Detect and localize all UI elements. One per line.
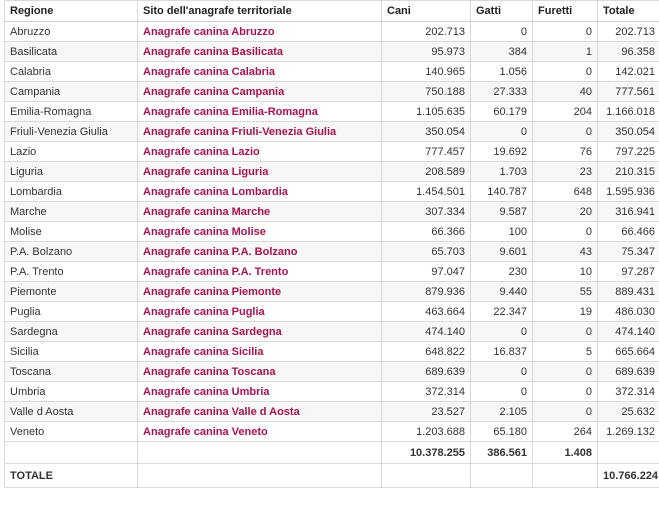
cell-cani: 66.366: [382, 222, 471, 242]
cell-sito: [138, 362, 382, 382]
cell-regione: P.A. Trento: [5, 262, 138, 282]
table-row: [5, 302, 659, 322]
cell-regione: Emilia-Romagna: [5, 102, 138, 122]
table-row: [5, 42, 659, 62]
subtotal-empty-regione: [5, 442, 138, 464]
total-value: 10.766.224: [598, 464, 659, 487]
cell-regione: Puglia: [5, 302, 138, 322]
table-row: [5, 62, 659, 82]
cell-regione: Abruzzo: [5, 22, 138, 42]
cell-sito: [138, 122, 382, 142]
cell-furetti: 0: [533, 402, 598, 422]
cell-furetti: 23: [533, 162, 598, 182]
cell-totale: 1.166.018: [598, 102, 659, 122]
table-row: [5, 122, 659, 142]
cell-cani: 65.703: [382, 242, 471, 262]
header-gatti: Gatti: [471, 1, 533, 22]
cell-cani: 777.457: [382, 142, 471, 162]
cell-sito: [138, 142, 382, 162]
cell-cani: 23.527: [382, 402, 471, 422]
registry-link[interactable]: Anagrafe canina P.A. Bolzano: [143, 245, 298, 258]
cell-furetti: 204: [533, 102, 598, 122]
registry-link[interactable]: Anagrafe canina Umbria: [143, 385, 270, 398]
cell-cani: 879.936: [382, 282, 471, 302]
cell-gatti: 9.440: [471, 282, 533, 302]
table-row: [5, 162, 659, 182]
cell-gatti: 100: [471, 222, 533, 242]
cell-gatti: 0: [471, 362, 533, 382]
table-row: [5, 202, 659, 222]
cell-regione: Umbria: [5, 382, 138, 402]
cell-regione: Lazio: [5, 142, 138, 162]
cell-totale: 210.315: [598, 162, 659, 182]
cell-gatti: 9.587: [471, 202, 533, 222]
cell-regione: Basilicata: [5, 42, 138, 62]
total-empty-gatti: [471, 464, 533, 487]
registry-table-container: [4, 0, 659, 488]
cell-regione: Friuli-Venezia Giulia: [5, 122, 138, 142]
subtotal-row: [5, 442, 659, 464]
cell-gatti: 0: [471, 122, 533, 142]
cell-gatti: 65.180: [471, 422, 533, 442]
cell-gatti: 0: [471, 22, 533, 42]
total-row: [5, 464, 659, 487]
table-row: [5, 22, 659, 42]
cell-sito: [138, 22, 382, 42]
cell-furetti: 5: [533, 342, 598, 362]
table-row: [5, 142, 659, 162]
cell-regione: Liguria: [5, 162, 138, 182]
cell-totale: 202.713: [598, 22, 659, 42]
registry-link[interactable]: Anagrafe canina Veneto: [143, 425, 268, 438]
cell-cani: 208.589: [382, 162, 471, 182]
cell-cani: 689.639: [382, 362, 471, 382]
table-row: [5, 382, 659, 402]
cell-regione: Marche: [5, 202, 138, 222]
cell-cani: 474.140: [382, 322, 471, 342]
cell-totale: 797.225: [598, 142, 659, 162]
registry-link[interactable]: Anagrafe canina Lazio: [143, 145, 260, 158]
table-row: [5, 82, 659, 102]
registry-link[interactable]: Anagrafe canina Abruzzo: [143, 25, 275, 38]
registry-link[interactable]: Anagrafe canina Friuli-Venezia Giulia: [143, 125, 337, 138]
cell-cani: 140.965: [382, 62, 471, 82]
cell-gatti: 230: [471, 262, 533, 282]
cell-regione: Sardegna: [5, 322, 138, 342]
cell-sito: [138, 382, 382, 402]
subtotal-empty-totale: [598, 442, 659, 464]
cell-cani: 1.454.501: [382, 182, 471, 202]
cell-sito: [138, 62, 382, 82]
cell-totale: 75.347: [598, 242, 659, 262]
registry-link[interactable]: Anagrafe canina P.A. Trento: [143, 265, 289, 278]
cell-furetti: 19: [533, 302, 598, 322]
cell-cani: 350.054: [382, 122, 471, 142]
cell-furetti: 55: [533, 282, 598, 302]
registry-link[interactable]: Anagrafe canina Puglia: [143, 305, 265, 318]
table-row: [5, 422, 659, 442]
table-row: [5, 222, 659, 242]
cell-furetti: 0: [533, 122, 598, 142]
cell-sito: [138, 342, 382, 362]
cell-furetti: 76: [533, 142, 598, 162]
registry-link[interactable]: Anagrafe canina Molise: [143, 225, 266, 238]
cell-regione: Molise: [5, 222, 138, 242]
cell-furetti: 0: [533, 222, 598, 242]
subtotal-empty-sito: [138, 442, 382, 464]
cell-cani: 307.334: [382, 202, 471, 222]
cell-furetti: 1: [533, 42, 598, 62]
cell-sito: [138, 102, 382, 122]
cell-gatti: 16.837: [471, 342, 533, 362]
cell-totale: 777.561: [598, 82, 659, 102]
cell-totale: 372.314: [598, 382, 659, 402]
cell-gatti: 140.787: [471, 182, 533, 202]
table-body: [5, 22, 659, 442]
cell-totale: 97.287: [598, 262, 659, 282]
subtotal-furetti: 1.408: [533, 442, 598, 464]
table-row: [5, 342, 659, 362]
cell-cani: 95.973: [382, 42, 471, 62]
registry-link[interactable]: Anagrafe canina Sicilia: [143, 345, 264, 358]
cell-gatti: 1.703: [471, 162, 533, 182]
subtotal-gatti: 386.561: [471, 442, 533, 464]
header-sito: Sito dell'anagrafe territoriale: [138, 1, 382, 22]
cell-gatti: 1.056: [471, 62, 533, 82]
cell-regione: Toscana: [5, 362, 138, 382]
table-row: [5, 402, 659, 422]
cell-sito: [138, 402, 382, 422]
cell-gatti: 384: [471, 42, 533, 62]
cell-regione: Valle d Aosta: [5, 402, 138, 422]
cell-cani: 463.664: [382, 302, 471, 322]
cell-gatti: 9.601: [471, 242, 533, 262]
registry-link[interactable]: Anagrafe canina Emilia-Romagna: [143, 105, 318, 118]
registry-link[interactable]: Anagrafe canina Piemonte: [143, 285, 282, 298]
cell-furetti: 0: [533, 62, 598, 82]
subtotal-cani: 10.378.255: [382, 442, 471, 464]
cell-furetti: 0: [533, 362, 598, 382]
cell-furetti: 648: [533, 182, 598, 202]
cell-regione: Piemonte: [5, 282, 138, 302]
cell-totale: 486.030: [598, 302, 659, 322]
cell-gatti: 19.692: [471, 142, 533, 162]
cell-totale: 25.632: [598, 402, 659, 422]
header-cani: Cani: [382, 1, 471, 22]
total-empty-sito: [138, 464, 382, 487]
table-row: [5, 242, 659, 262]
pet-registry-table: [4, 0, 659, 488]
cell-totale: 142.021: [598, 62, 659, 82]
registry-link[interactable]: Anagrafe canina Basilicata: [143, 45, 284, 58]
cell-regione: Sicilia: [5, 342, 138, 362]
cell-totale: 350.054: [598, 122, 659, 142]
registry-link[interactable]: Anagrafe canina Sardegna: [143, 325, 282, 338]
header-regione: Regione: [5, 1, 138, 22]
cell-regione: P.A. Bolzano: [5, 242, 138, 262]
cell-gatti: 0: [471, 322, 533, 342]
header-totale: Totale: [598, 1, 659, 22]
table-row: [5, 102, 659, 122]
registry-link[interactable]: Anagrafe canina Valle d Aosta: [143, 405, 300, 418]
cell-totale: 66.466: [598, 222, 659, 242]
cell-furetti: 40: [533, 82, 598, 102]
table-row: [5, 322, 659, 342]
header-row: [5, 1, 659, 22]
cell-furetti: 43: [533, 242, 598, 262]
cell-sito: [138, 302, 382, 322]
cell-cani: 648.822: [382, 342, 471, 362]
registry-link[interactable]: Anagrafe canina Toscana: [143, 365, 276, 378]
cell-sito: [138, 82, 382, 102]
cell-gatti: 27.333: [471, 82, 533, 102]
cell-totale: 1.269.132: [598, 422, 659, 442]
cell-regione: Veneto: [5, 422, 138, 442]
cell-cani: 1.105.635: [382, 102, 471, 122]
cell-regione: Lombardia: [5, 182, 138, 202]
cell-sito: [138, 202, 382, 222]
cell-sito: [138, 322, 382, 342]
cell-regione: Calabria: [5, 62, 138, 82]
cell-cani: 750.188: [382, 82, 471, 102]
cell-sito: [138, 162, 382, 182]
cell-cani: 1.203.688: [382, 422, 471, 442]
table-row: [5, 282, 659, 302]
cell-gatti: 60.179: [471, 102, 533, 122]
cell-totale: 474.140: [598, 322, 659, 342]
cell-cani: 97.047: [382, 262, 471, 282]
cell-totale: 316.941: [598, 202, 659, 222]
cell-gatti: 0: [471, 382, 533, 402]
cell-sito: [138, 182, 382, 202]
cell-sito: [138, 222, 382, 242]
total-label: TOTALE: [5, 464, 138, 487]
cell-furetti: 0: [533, 322, 598, 342]
cell-gatti: 22.347: [471, 302, 533, 322]
total-empty-cani: [382, 464, 471, 487]
registry-link[interactable]: Anagrafe canina Marche: [143, 205, 271, 218]
cell-totale: 665.664: [598, 342, 659, 362]
registry-link[interactable]: Anagrafe canina Liguria: [143, 165, 269, 178]
cell-sito: [138, 262, 382, 282]
cell-sito: [138, 242, 382, 262]
table-row: [5, 362, 659, 382]
cell-sito: [138, 282, 382, 302]
cell-sito: [138, 42, 382, 62]
cell-furetti: 0: [533, 382, 598, 402]
cell-furetti: 20: [533, 202, 598, 222]
cell-furetti: 264: [533, 422, 598, 442]
cell-cani: 202.713: [382, 22, 471, 42]
cell-cani: 372.314: [382, 382, 471, 402]
cell-gatti: 2.105: [471, 402, 533, 422]
registry-link[interactable]: Anagrafe canina Calabria: [143, 65, 276, 78]
cell-furetti: 10: [533, 262, 598, 282]
registry-link[interactable]: Anagrafe canina Campania: [143, 85, 285, 98]
cell-regione: Campania: [5, 82, 138, 102]
table-row: [5, 182, 659, 202]
cell-totale: 96.358: [598, 42, 659, 62]
cell-sito: [138, 422, 382, 442]
total-empty-furetti: [533, 464, 598, 487]
table-row: [5, 262, 659, 282]
table-header: [5, 1, 659, 22]
table-summary: [5, 442, 659, 487]
cell-totale: 1.595.936: [598, 182, 659, 202]
registry-link[interactable]: Anagrafe canina Lombardia: [143, 185, 288, 198]
cell-furetti: 0: [533, 22, 598, 42]
cell-totale: 689.639: [598, 362, 659, 382]
cell-totale: 889.431: [598, 282, 659, 302]
header-furetti: Furetti: [533, 1, 598, 22]
